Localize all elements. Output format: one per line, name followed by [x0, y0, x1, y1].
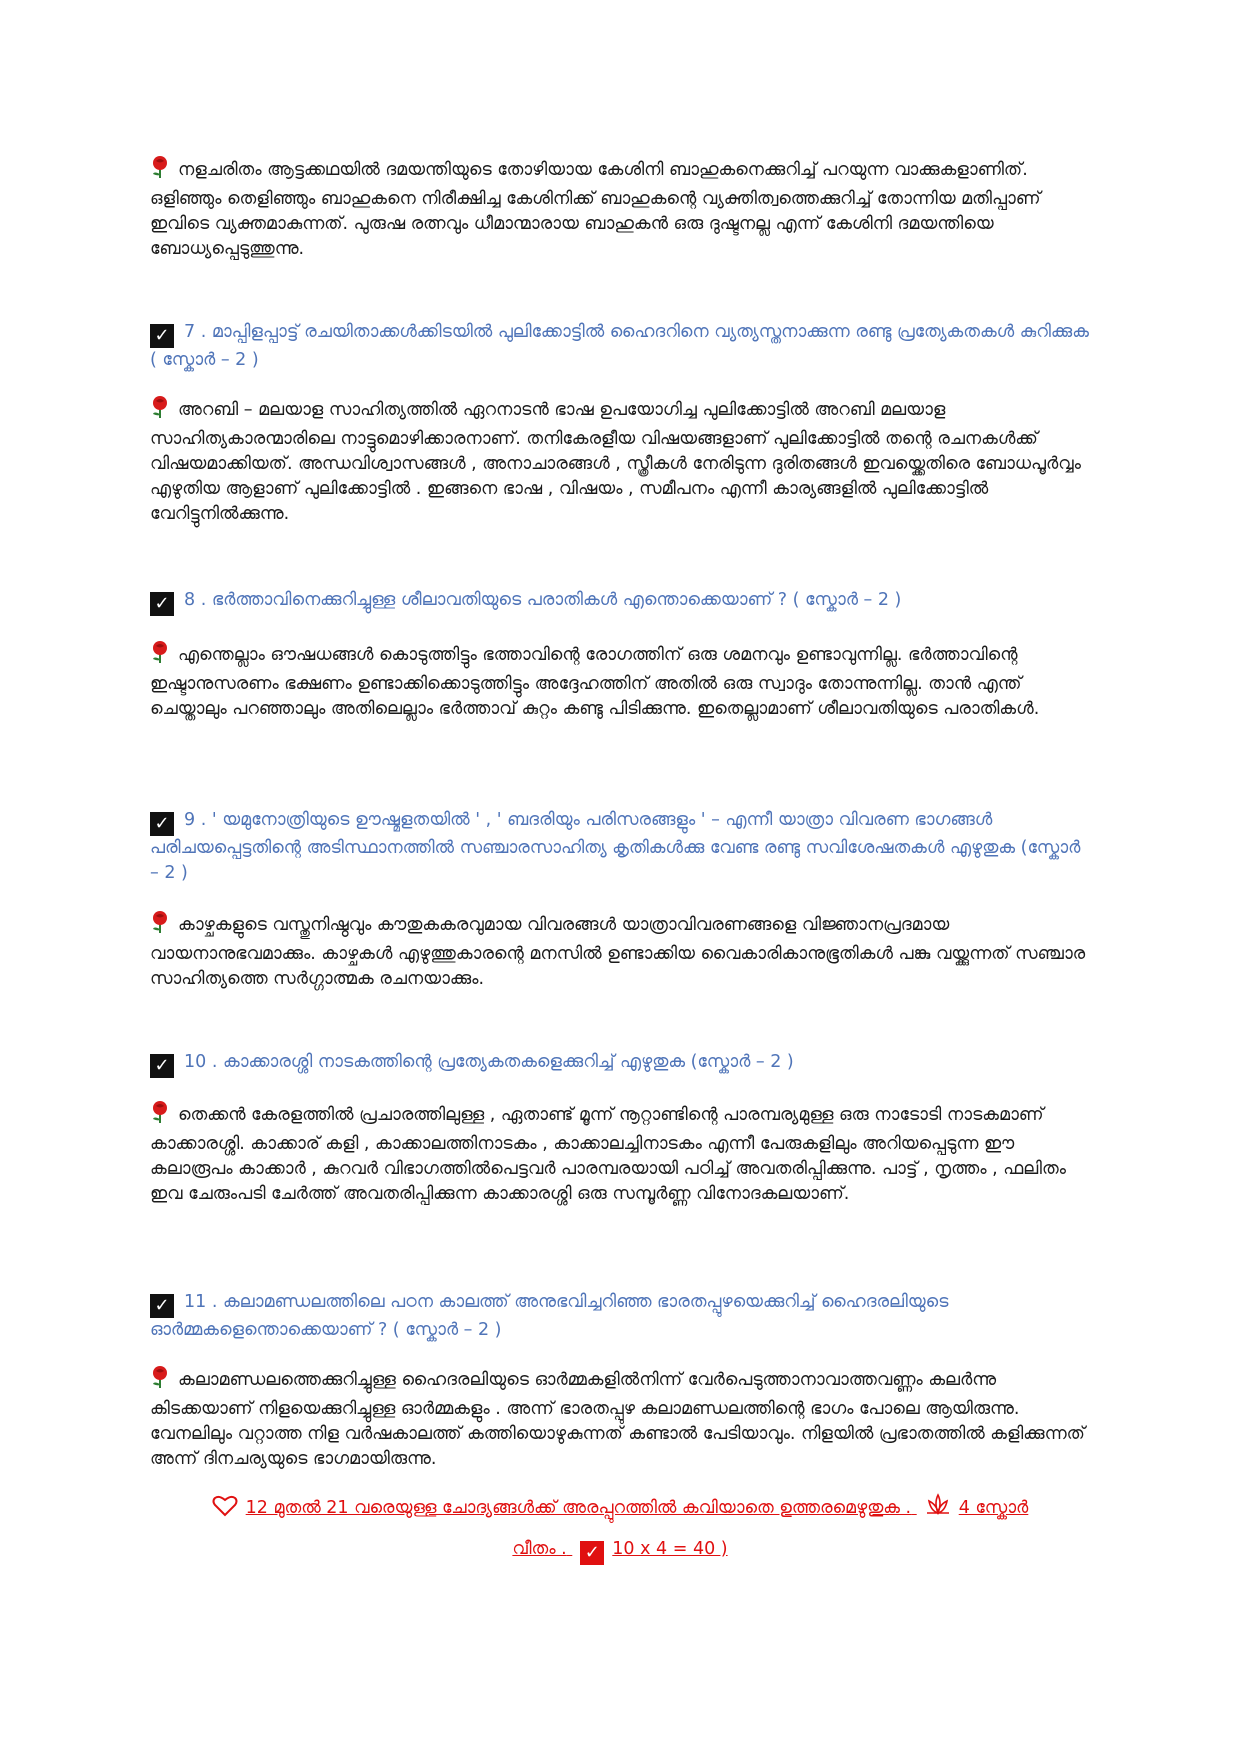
- answer-text: എന്തെല്ലാം ഔഷധങ്ങൾ കൊടുത്തിട്ടും ഭത്താവിന്റെ രോഗത്തിന് ഒരു ശമനവും ഉണ്ടാവുന്നില്ല. ഭർത്താവിന്റെ ഇഷ്ടാനുസരണം ഭക്ഷണം ഉണ്ടാക്കിക്കൊടുത്തിട്ടും അദ്ദേഹത്തിന് അതിൽ ഒരു സ്വാദും തോന്നുന്നില്ല. താൻ എന്ത് ചെയ്താലും പറഞ്ഞാലും അതിലെല്ലാം ഭർത്താവ് കുറ്റം കണ്ടു പിടിക്കുന്നു. ഇതെല്ലാമാണ് ശീലാവതിയുടെ പരാതികൾ.: [150, 645, 1040, 719]
- question-text: 11 . കലാമണ്ഡലത്തിലെ പഠന കാലത്ത് അനുഭവിച്ചറിഞ്ഞ ഭാരതപ്പുഴയെക്കുറിച്ച് ഹൈദരലിയുടെ ഓർമ്മകളെന്തൊക്കെയാണ് ? ( സ്കോർ – 2 ): [150, 1292, 949, 1340]
- lotus-icon: [925, 1493, 951, 1531]
- checkbox-icon: ✓: [150, 1054, 174, 1078]
- rose-icon: [150, 910, 170, 942]
- checkbox-icon: ✓: [580, 1541, 604, 1565]
- rose-icon: [150, 155, 170, 187]
- instruction-line-2: [150, 1531, 1090, 1568]
- answer-11: [150, 1365, 1090, 1472]
- rose-icon: [150, 640, 170, 672]
- rose-icon: [150, 1100, 170, 1132]
- checkbox-icon: ✓: [150, 592, 174, 616]
- answer-7: [150, 395, 1090, 527]
- answer-text: അറബി – മലയാള സാഹിത്യത്തിൽ ഏറനാടൻ ഭാഷ ഉപയോഗിച്ച പുലിക്കോട്ടിൽ അറബി മലയാള സാഹിത്യകാരന്മാരിലെ നാട്ടുമൊഴിക്കാരനാണ്. തനികേരളീയ വിഷയങ്ങളാണ് പുലിക്കോട്ടിൽ തന്റെ രചനകൾക്ക് വിഷയമാക്കിയത്. അന്ധവിശ്വാസങ്ങൾ , അനാചാരങ്ങൾ , സ്ത്രീകൾ നേരിടുന്ന ദുരിതങ്ങൾ ഇവയ്ക്കെതിരെ ബോധപൂർവ്വം എഴുതിയ ആളാണ് പുലിക്കോട്ടിൽ . ഇങ്ങനെ ഭാഷ , വിഷയം , സമീപനം എന്നീ കാര്യങ്ങളിൽ പുലിക്കോട്ടിൽ വേറിട്ടുനിൽക്കുന്നു.: [150, 400, 1081, 524]
- question-text: 10 . കാക്കാരശ്ശി നാടകത്തിന്റെ പ്രത്യേകതകളെക്കുറിച്ച് എഴുതുക (സ്കോർ – 2 ): [184, 1052, 794, 1072]
- answer-9: [150, 910, 1090, 992]
- instruction-text: 12 മുതൽ 21 വരെയുള്ള ചോദ്യങ്ങൾക്ക് അരപ്പുറത്തിൽ കവിയാതെ ഉത്തരമെഴുതുക .: [245, 1498, 912, 1518]
- question-7: [150, 320, 1090, 373]
- instruction-score: 4 സ്കോർ: [958, 1498, 1029, 1518]
- answer-text: കാഴ്ചകളുടെ വസ്തുനിഷ്ഠവും കൗതുകകരവുമായ വിവരങ്ങൾ യാത്രാവിവരണങ്ങളെ വിജ്ഞാനപ്രദമായ വായനാനുഭവമാക്കും. കാഴ്ചകൾ എഴുത്തുകാരന്റെ മനസിൽ ഉണ്ടാക്കിയ വൈകാരികാനുഭൂതികൾ പങ്കു വയ്ക്കുന്നത് സഞ്ചാര സാഹിത്യത്തെ സർഗ്ഗാത്മക രചനയാക്കും.: [150, 915, 1086, 989]
- intro-answer: [150, 155, 1090, 262]
- answer-8: [150, 640, 1090, 722]
- answer-10: [150, 1100, 1090, 1207]
- rose-icon: [150, 1365, 170, 1397]
- question-9: [150, 808, 1090, 886]
- intro-answer-text: നളചരിതം ആട്ടക്കഥയിൽ ദമയന്തിയുടെ തോഴിയായ കേശിനി ബാഹുകനെക്കുറിച്ച് പറയുന്ന വാക്കുകളാണിത്. ഒളിഞ്ഞും തെളിഞ്ഞും ബാഹുകനെ നിരീക്ഷിച്ച കേശിനിക്ക് ബാഹുകന്റെ വ്യക്തിത്വത്തെക്കുറിച്ച് തോന്നിയ മതിപ്പാണ് ഇവിടെ വ്യക്തമാകുന്നത്. പുരുഷ രത്നവും ധീമാന്മാരായ ബാഹുകൻ ഒരു ദുഷ്ടനല്ല എന്ന് കേശിനി ദമയന്തിയെ ബോധ്യപ്പെടുത്തുന്നു.: [150, 160, 1041, 259]
- checkbox-icon: ✓: [150, 324, 174, 348]
- question-10: [150, 1050, 1090, 1078]
- rose-icon: [150, 395, 170, 427]
- question-11: [150, 1290, 1090, 1343]
- checkbox-icon: ✓: [150, 812, 174, 836]
- instruction-line-1: [150, 1490, 1090, 1531]
- question-text: 8 . ഭർത്താവിനെക്കുറിച്ചുള്ള ശീലാവതിയുടെ പരാതികൾ എന്തൊക്കെയാണ് ? ( സ്കോർ – 2 ): [184, 590, 902, 610]
- section-instruction: [150, 1490, 1090, 1568]
- question-text: 9 . ' യമുനോത്രിയുടെ ഊഷ്മളതയിൽ ' , ' ബദരിയും പരിസരങ്ങളും ' – എന്നീ യാത്രാ വിവരണ ഭാഗങ്ങൾ പരിചയപ്പെട്ടതിന്റെ അടിസ്ഥാനത്തിൽ സഞ്ചാരസാഹിത്യ കൃതികൾക്കു വേണ്ട രണ്ടു സവിശേഷതകൾ എഴുതുക (സ്കോർ – 2 ): [150, 810, 1081, 883]
- instruction-prefix: വീതം .: [512, 1539, 567, 1559]
- question-text: 7 . മാപ്പിളപ്പാട്ട് രചയിതാക്കൾക്കിടയിൽ പുലിക്കോട്ടിൽ ഹൈദറിനെ വ്യത്യസ്തനാക്കുന്ന രണ്ടു പ്രത്യേകതകൾ കുറിക്കുക ( സ്കോർ – 2 ): [150, 322, 1089, 370]
- checkbox-icon: ✓: [150, 1294, 174, 1318]
- answer-text: തെക്കൻ കേരളത്തിൽ പ്രചാരത്തിലുള്ള , ഏതാണ്ട് മൂന്ന് നൂറ്റാണ്ടിന്റെ പാരമ്പര്യമുള്ള ഒരു നാടോടി നാടകമാണ് കാക്കാരശ്ശി. കാക്കാര് കളി , കാക്കാലത്തിനാടകം , കാക്കാലച്ചിനാടകം എന്നീ പേരുകളിലും അറിയപ്പെടുന്ന ഈ കലാരൂപം കാക്കാർ , കുറവർ വിഭാഗത്തിൽപെട്ടവർ പാരമ്പരയായി പഠിച്ച് അവതരിപ്പിക്കുന്നു. പാട്ട് , നൃത്തം , ഫലിതം ഇവ ചേരുംപടി ചേർത്ത് അവതരിപ്പിക്കുന്ന കാക്കാരശ്ശി ഒരു സമ്പൂർണ്ണ വിനോദകലയാണ്.: [150, 1105, 1066, 1204]
- answer-text: കലാമണ്ഡലത്തെക്കുറിച്ചുള്ള ഹൈദരലിയുടെ ഓർമ്മകളിൽനിന്ന് വേർപെടുത്താനാവാത്തവണ്ണം കലർന്നു കിടക്കയാണ് നിളയെക്കുറിച്ചുള്ള ഓർമ്മകളും . അന്ന് ഭാരതപ്പുഴ കലാമണ്ഡലത്തിന്റെ ഭാഗം പോലെ ആയിരുന്നു. വേനലിലും വറ്റാത്ത നിള വർഷകാലത്ത് കത്തിയൊഴുകുന്നത് കണ്ടാൽ പേടിയാവും. നിളയിൽ പ്രഭാതത്തിൽ കളിക്കുന്നത് അന്ന് ദിനചര്യയുടെ ഭാഗമായിരുന്നു.: [150, 1370, 1085, 1469]
- heart-icon: [212, 1494, 238, 1531]
- score-formula: 10 x 4 = 40 ): [612, 1539, 728, 1559]
- question-8: [150, 588, 1090, 616]
